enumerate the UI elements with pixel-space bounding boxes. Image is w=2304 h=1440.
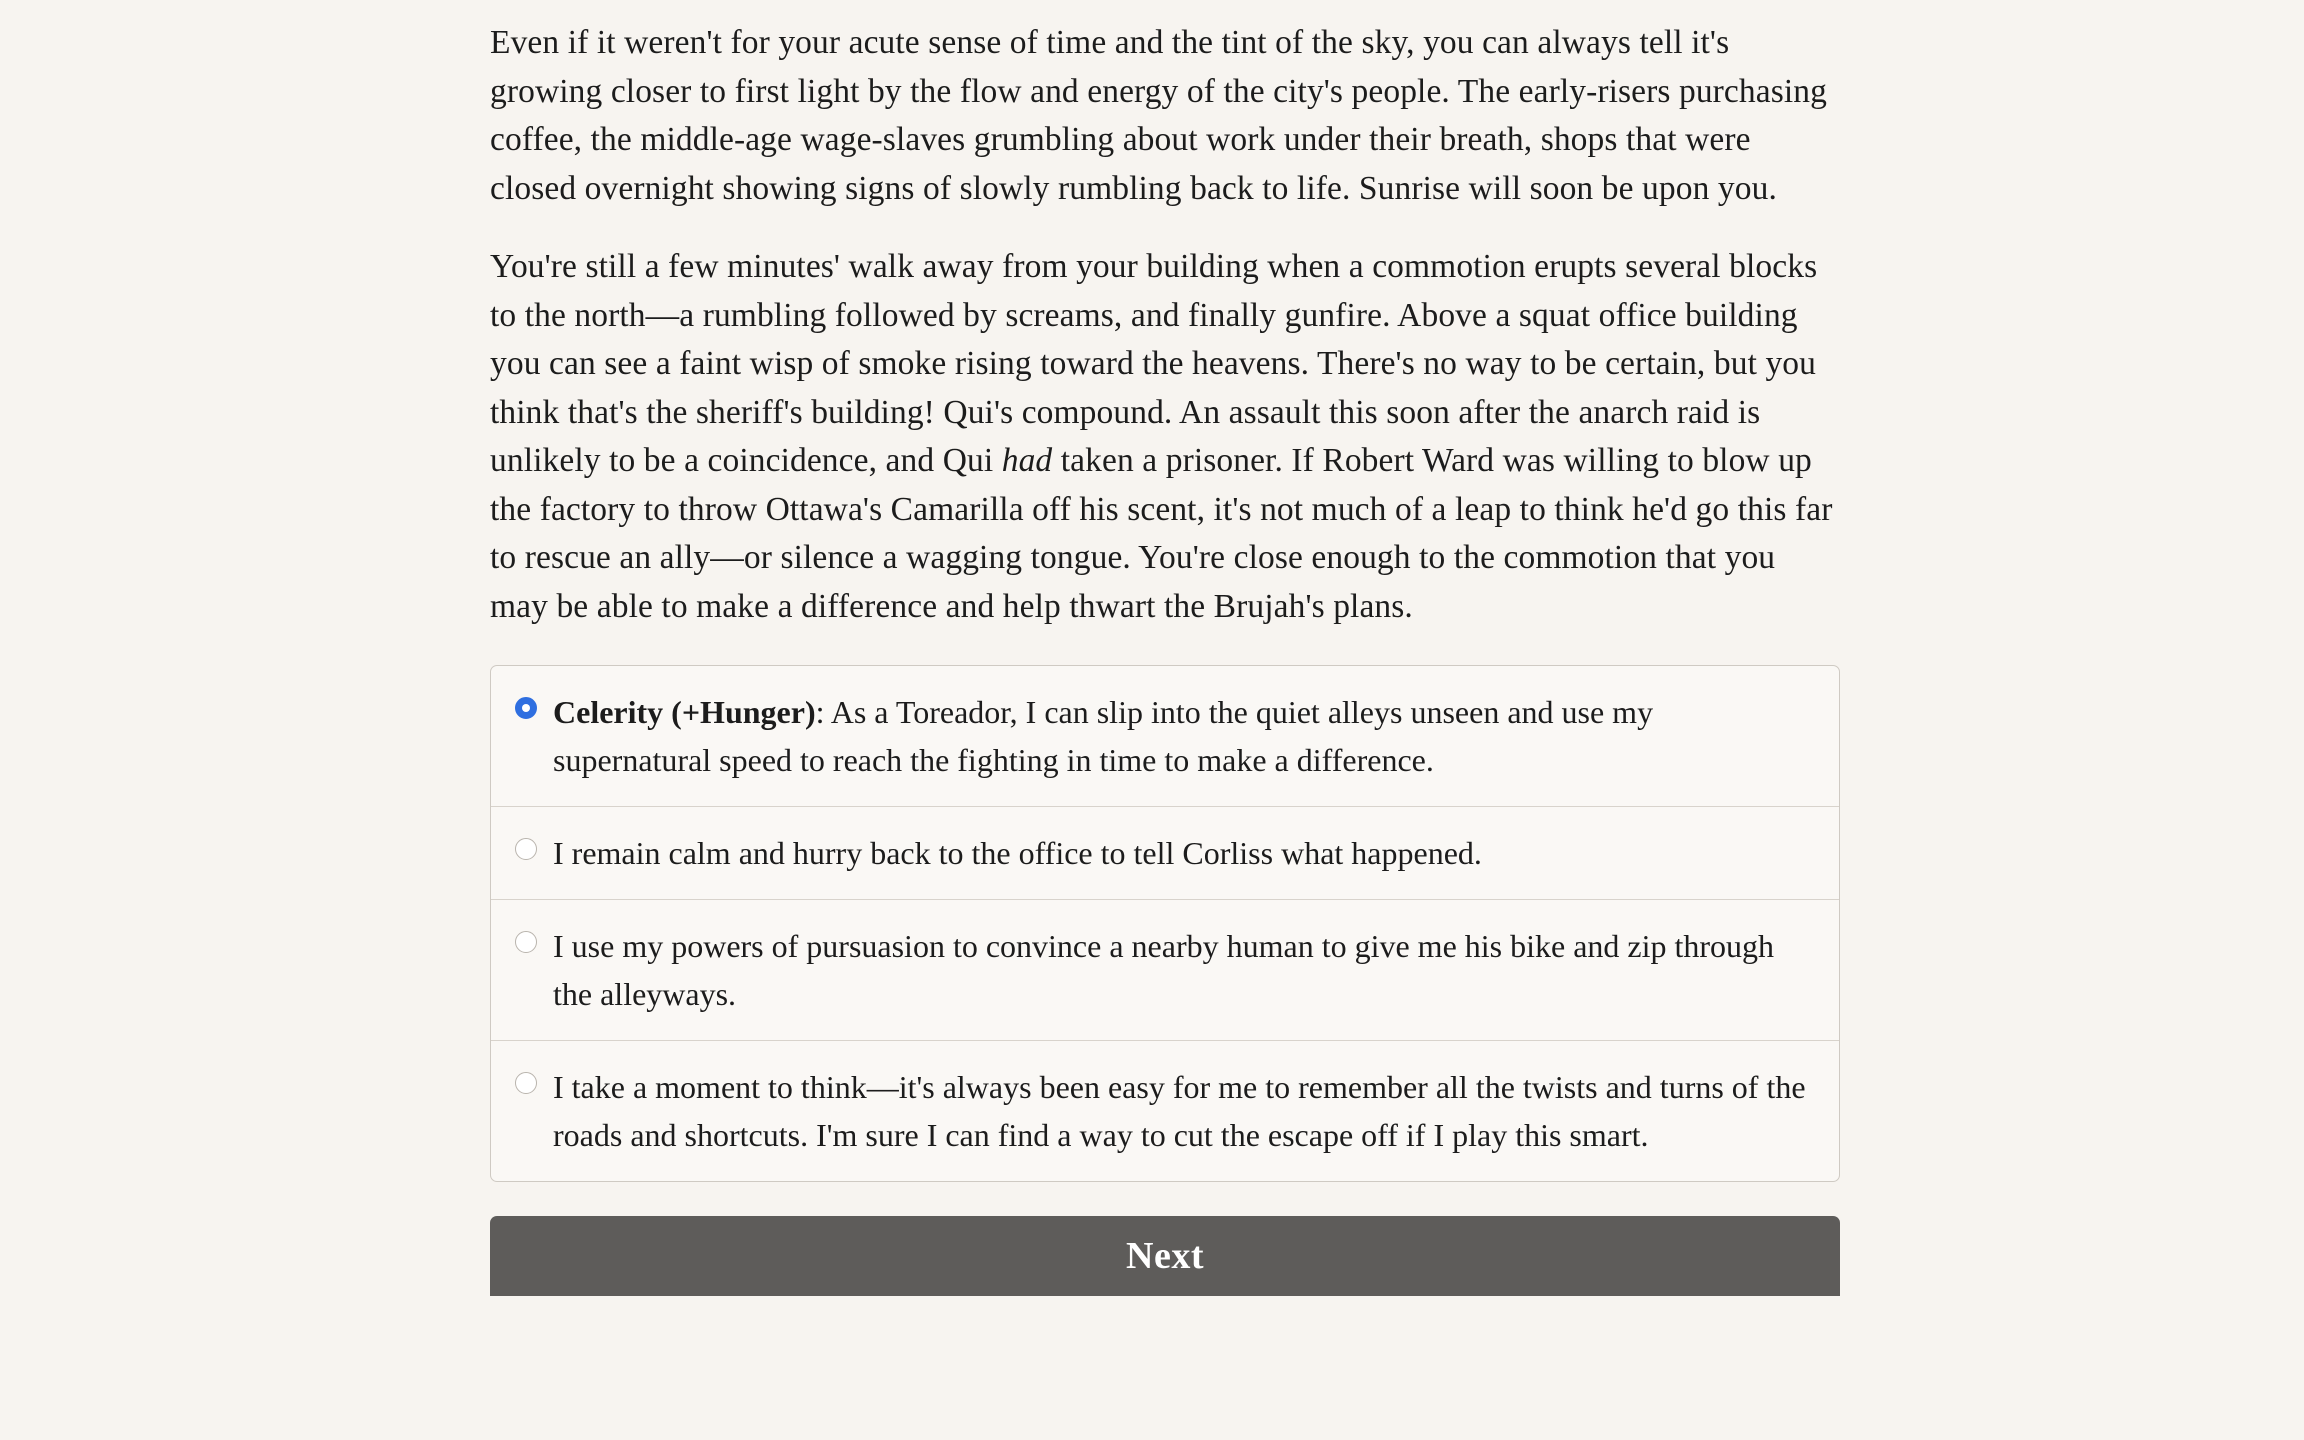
choice-option-4[interactable] <box>491 1041 1839 1181</box>
choice-option-1-prefix: Celerity (+Hunger) <box>553 694 816 730</box>
story-paragraph-1: Even if it weren't for your acute sense of time and the tint of the sky, you can always tell it's growing closer to first light by the flow and energy of the city's people. The early-risers purchasing coffee, the middle-age wage-slaves grumbling about work under their breath, shops that were closed overnight showing signs of slowly rumbling back to life. Sunrise will soon be upon you. <box>490 24 1827 207</box>
story-paragraph-2-part1: You're still a few minutes' walk away from your building when a commotion erupts several blocks to the north—a rumbling followed by screams, and finally gunfire. Above a squat office building you can see a faint wisp of smoke rising toward the heavens. There's no way to be certain, but you think that's the sheriff's building! Qui's compound. An assault this soon after the anarch raid is unlikely to be a coincidence, and Qui <box>490 248 1818 479</box>
story-paragraph-2-emphasis: had <box>1001 442 1053 479</box>
choice-option-4-label: I take a moment to think—it's always been easy for me to remember all the twists and turns of the roads and shortcuts. I'm sure I can find a way to cut the escape off if I play this smart. <box>553 1069 1806 1153</box>
choice-option-1-text: : As a Toreador, I can slip into the quiet alleys unseen and use my supernatural speed to reach the fighting in time to make a difference. <box>553 694 1654 778</box>
choice-option-2-label: I remain calm and hurry back to the office to tell Corliss what happened. <box>553 835 1482 871</box>
radio-button-icon[interactable] <box>515 838 537 860</box>
choice-option-2[interactable] <box>491 807 1839 900</box>
choice-option-3[interactable] <box>491 900 1839 1041</box>
choice-list <box>490 665 1840 1182</box>
next-button[interactable]: Next <box>490 1216 1840 1296</box>
radio-button-icon[interactable] <box>515 931 537 953</box>
choice-option-1-label <box>553 688 1817 784</box>
story-paragraph-2 <box>490 243 1840 631</box>
radio-button-icon[interactable] <box>515 1072 537 1094</box>
radio-button-icon[interactable] <box>515 697 537 719</box>
story-paragraph-2-part2: taken a prisoner. If Robert Ward was willing to blow up the factory to throw Ottawa's Camarilla off his scent, it's not much of a leap to think he'd go this far to rescue an ally—or silence a wagging tongue. You're close enough to the commotion that you may be able to make a difference and help thwart the Brujah's plans. <box>490 442 1833 625</box>
choice-option-1[interactable] <box>491 666 1839 807</box>
choice-option-3-label: I use my powers of pursuasion to convince a nearby human to give me his bike and zip through the alleyways. <box>553 928 1775 1012</box>
story-content <box>490 0 1840 1296</box>
